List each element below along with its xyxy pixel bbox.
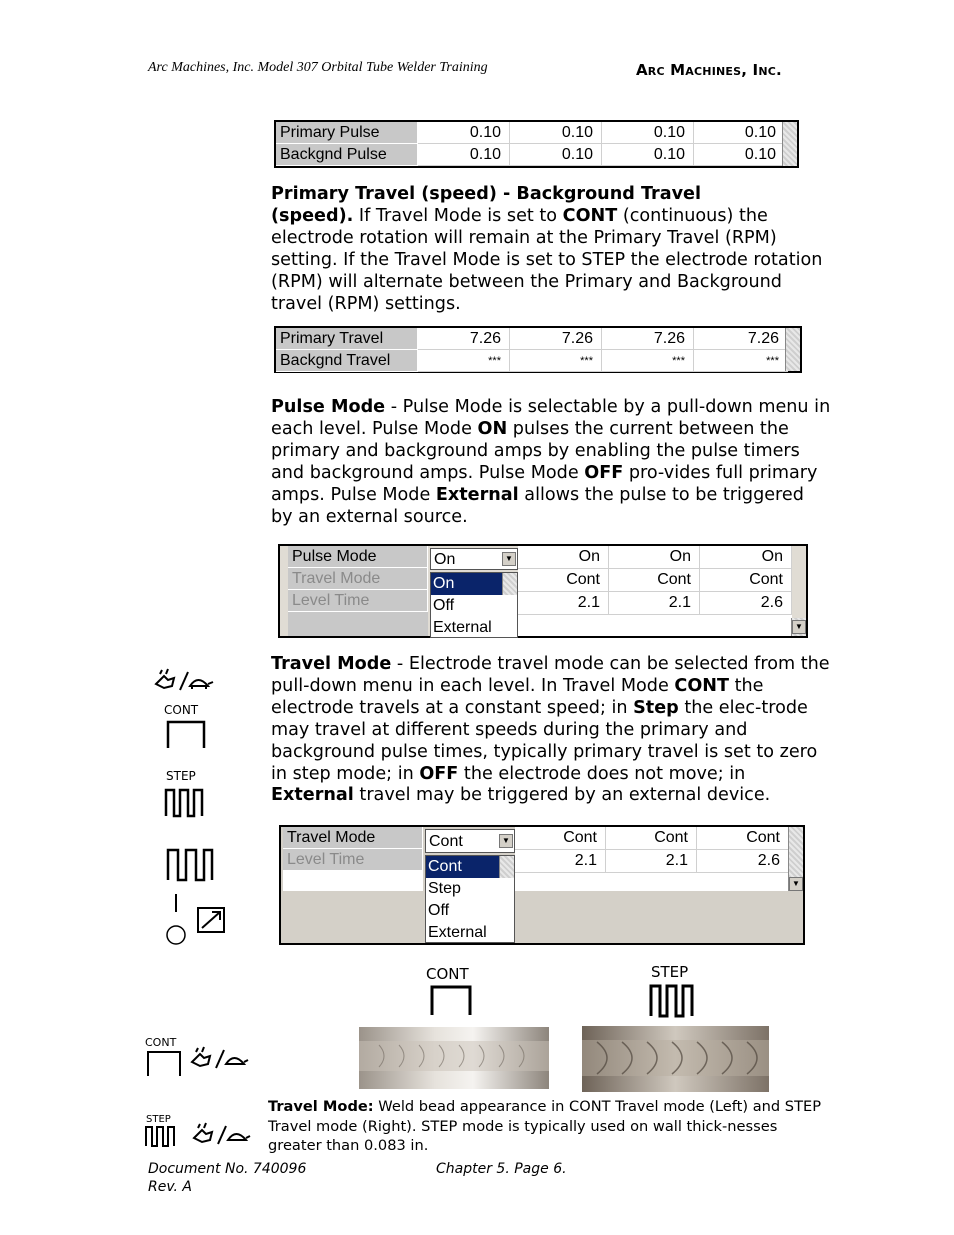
footer-doc-number: Document No. 740096: [148, 1161, 307, 1177]
chevron-down-icon[interactable]: ▼: [789, 877, 803, 891]
travel-table: [274, 326, 802, 373]
bold-term: Step: [633, 697, 679, 718]
table-cell[interactable]: 2.6: [700, 592, 792, 615]
heading: Pulse Mode: [271, 397, 386, 417]
table-cell[interactable]: Cont: [606, 827, 697, 850]
bold-term: CONT: [674, 675, 730, 696]
text: the elec-trode may travel at different speeds during the primary and background pulse times, typically primary travel is set to zero in step mode; in: [271, 697, 818, 784]
pulse-mode-dropdown-list: [430, 572, 518, 638]
pulse-mode-paragraph: [271, 397, 831, 528]
chevron-down-icon[interactable]: ▼: [792, 620, 806, 634]
travel-mode-paragraph: [271, 654, 831, 807]
cont-waveform-icon: [146, 1048, 186, 1078]
step-waveform-icon: [648, 982, 700, 1018]
table-row: [276, 122, 785, 144]
step-label: STEP: [146, 1114, 171, 1125]
dropdown-option[interactable]: On: [431, 573, 517, 595]
table-cell[interactable]: 0.10: [602, 144, 694, 166]
table-cell[interactable]: 7.26: [510, 328, 602, 350]
table-cell[interactable]: On: [518, 546, 609, 569]
cont-label: CONT: [426, 965, 469, 983]
travel-mode-select[interactable]: [425, 829, 515, 853]
text: allows the pulse to be triggered by an external source.: [271, 484, 804, 527]
table-cell[interactable]: 0.10: [510, 122, 602, 144]
cont-label: CONT: [145, 1036, 177, 1049]
chevron-down-icon[interactable]: ▼: [499, 834, 513, 848]
header-logo-text: Arc Machines, Inc.: [636, 61, 782, 79]
row-label: Level Time: [283, 849, 423, 871]
dropdown-option[interactable]: External: [433, 619, 492, 636]
scrollbar[interactable]: [785, 328, 800, 371]
table-row: [276, 144, 785, 166]
row-label: Backgnd Pulse: [276, 144, 418, 166]
text: pulses the current between the primary and background amps by enabling the pulse timers and background amps. Pulse Mode: [271, 418, 800, 483]
row-label: Travel Mode: [288, 568, 428, 590]
travel-mode-dropdown-list: [425, 855, 515, 943]
table-cell[interactable]: 2.1: [606, 850, 697, 873]
bold-term: OFF: [584, 462, 624, 483]
row-label: Level Time: [288, 590, 428, 612]
pulse-mode-table: [278, 544, 808, 638]
row-label: Backgnd Travel: [276, 350, 418, 372]
heading: Primary Travel (speed) - Background Travel: [271, 184, 701, 204]
table-cell[interactable]: 0.10: [510, 144, 602, 166]
selected-value: Cont: [429, 833, 463, 850]
heading: (speed).: [271, 205, 354, 226]
text: the electrode does not move; in: [458, 763, 746, 784]
bold-term: External: [271, 785, 354, 806]
table-cell[interactable]: Cont: [609, 569, 700, 592]
pulse-table: [274, 120, 799, 168]
table-cell[interactable]: 0.10: [694, 122, 785, 144]
table-cell[interactable]: 2.1: [518, 592, 609, 615]
dropdown-option[interactable]: Step: [428, 880, 461, 897]
table-row: [276, 328, 788, 350]
scrollbar[interactable]: [791, 618, 806, 636]
scrollbar[interactable]: [788, 827, 803, 891]
text: - Pulse Mode is selectable by a pull-down menu in each level. Pulse Mode: [271, 397, 831, 439]
table-cell[interactable]: ***: [694, 350, 788, 372]
table-cell[interactable]: Cont: [697, 827, 789, 850]
table-cell[interactable]: 0.10: [418, 122, 510, 144]
text: If Travel Mode is set to: [353, 205, 563, 226]
table-cell[interactable]: 0.10: [418, 144, 510, 166]
selected-value: On: [434, 551, 456, 568]
pulse-waveform-icon: [166, 846, 216, 882]
text: (continuous) the electrode rotation will remain at the Primary Travel (RPM) setting. If the Travel Mode is set to STEP the electrode rotation (RPM) will alternate between the Primary and Background travel (RPM) settings.: [271, 205, 823, 314]
table-cell[interactable]: 0.10: [694, 144, 785, 166]
rabbit-turtle-icon: [186, 1044, 250, 1072]
dropdown-option[interactable]: Off: [428, 902, 450, 919]
cont-waveform-icon: [166, 718, 208, 750]
travel-mode-table: [279, 825, 805, 945]
heading: Travel Mode: [271, 654, 392, 674]
step-waveform-icon: [144, 1124, 186, 1148]
table-cell[interactable]: 7.26: [694, 328, 788, 350]
text: pro-vides full primary amps. Pulse Mode: [271, 462, 818, 505]
scrollbar[interactable]: [502, 573, 517, 595]
row-label: Primary Travel: [276, 328, 418, 350]
row-label: Travel Mode: [283, 827, 423, 849]
table-cell[interactable]: 7.26: [418, 328, 510, 350]
table-cell[interactable]: On: [700, 546, 792, 569]
table-cell[interactable]: ***: [510, 350, 602, 372]
table-row: [276, 350, 788, 372]
table-cell[interactable]: 2.1: [609, 592, 700, 615]
caption-heading: Travel Mode:: [268, 1098, 374, 1115]
dropdown-option[interactable]: Off: [433, 597, 455, 614]
table-cell[interactable]: On: [609, 546, 700, 569]
table-cell[interactable]: 0.10: [602, 122, 694, 144]
footer-revision: Rev. A: [148, 1179, 192, 1195]
bold-term: External: [435, 484, 519, 505]
table-row: [283, 849, 423, 871]
table-cell[interactable]: 7.26: [602, 328, 694, 350]
rabbit-turtle-icon: [150, 666, 220, 696]
footer-chapter-page: Chapter 5. Page 6.: [436, 1161, 567, 1177]
travel-speed-paragraph: [271, 184, 831, 315]
row-label: Pulse Mode: [288, 546, 428, 568]
table-cell[interactable]: 2.1: [515, 850, 606, 873]
text: the electrode travels at a constant speed; in: [271, 675, 764, 718]
chevron-down-icon[interactable]: ▼: [502, 552, 516, 566]
table-cell[interactable]: ***: [602, 350, 694, 372]
cont-label: CONT: [164, 703, 199, 717]
bold-term: CONT: [562, 205, 618, 226]
table-row: [288, 546, 428, 568]
cont-weld-photo: [359, 1027, 549, 1089]
dropdown-option[interactable]: Cont: [426, 856, 514, 878]
rabbit-turtle-icon: [188, 1120, 252, 1148]
step-weld-photo: [582, 1026, 769, 1092]
bold-term: OFF: [419, 763, 459, 784]
table-row: [288, 568, 428, 590]
step-waveform-icon: [164, 786, 210, 818]
cont-waveform-icon: [428, 983, 476, 1017]
caption-text: Weld bead appearance in CONT Travel mode (Left) and STEP Travel mode (Right). STEP mode is typically used on wall thick-nesses greater than 0.083 in.: [268, 1098, 821, 1154]
table-cell[interactable]: 2.6: [697, 850, 789, 873]
scrollbar[interactable]: [782, 122, 797, 166]
text: travel may be triggered by an external device.: [353, 785, 771, 806]
header-left: Arc Machines, Inc. Model 307 Orbital Tube Welder Training: [148, 60, 488, 75]
table-row: [283, 827, 423, 849]
table-cell[interactable]: Cont: [515, 827, 606, 850]
step-label: STEP: [166, 769, 196, 783]
scrollbar[interactable]: [499, 856, 514, 878]
row-label: Primary Pulse: [276, 122, 418, 144]
table-cell[interactable]: ***: [418, 350, 510, 372]
figure-caption: [268, 1097, 828, 1156]
table-cell[interactable]: Cont: [518, 569, 609, 592]
step-label: STEP: [651, 963, 689, 981]
off-external-icon: [160, 890, 232, 946]
text: - Electrode travel mode can be selected from the pull-down menu in each level. In Travel Mode: [271, 654, 830, 696]
pulse-mode-select[interactable]: [430, 548, 518, 570]
table-row: [288, 590, 428, 612]
table-cell[interactable]: Cont: [700, 569, 792, 592]
dropdown-option[interactable]: External: [428, 924, 487, 941]
bold-term: ON: [477, 418, 508, 439]
